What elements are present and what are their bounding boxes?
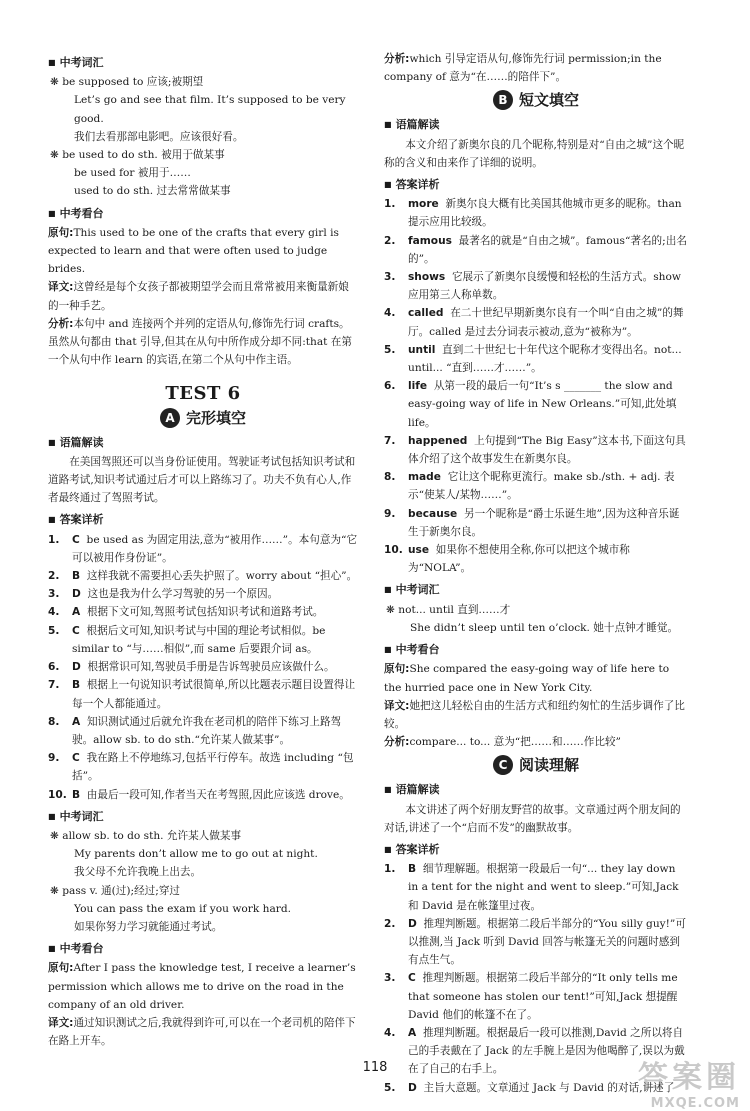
translation: 译文:她把这儿轻松自由的生活方式和纽约匆忙的生活步调作了比较。 bbox=[384, 699, 685, 730]
translation: 译文:通过知识测试之后,我就得到许可,可以在一个老司机的陪伴下在路上开车。 bbox=[48, 1016, 356, 1048]
answer-item: 7. happened 上句提到“The Big Easy”这本书,下面这句具体介绍了这个故事发生在新奥尔良。 bbox=[384, 434, 686, 466]
answer-item: 4. A 根据下文可知,驾照考试包括知识考试和道路考试。 bbox=[48, 606, 324, 619]
answer-item: 1. more 新奥尔良大概有比美国其他城市更多的昵称。than 提示应用比较级。 bbox=[384, 198, 682, 229]
reading-heading: ■ 语篇解读 bbox=[384, 783, 440, 797]
vocab-item: ❋ not... until 直到……才 bbox=[386, 603, 511, 616]
translation: 译文:这曾经是每个女孩子都被期望学会而且常常被用来衡量新娘的一种手艺。 bbox=[48, 281, 349, 312]
answer-item: 5. D 主旨大意题。文章通过 Jack 与 David 的对话,讲述了 bbox=[384, 1081, 675, 1094]
answer-item: 2. famous 最著名的就是“自由之城”。famous“著名的;出名的”。 bbox=[384, 234, 687, 265]
answers-heading: ■ 答案详析 bbox=[48, 513, 104, 527]
watermark bbox=[638, 1052, 740, 1111]
answer-item: 6. life 从第一段的最后一句“It’s s _______ the slow and easy-going way of life in New Orleans.”可知,此处填 life。 bbox=[384, 380, 677, 429]
vocab-heading: ■ 中考词汇 bbox=[48, 809, 104, 823]
vocab-item: ❋ pass v. 通(过);经过;穿过 bbox=[50, 884, 181, 897]
section-b-header bbox=[384, 90, 688, 110]
vocab-item: ❋ be supposed to 应该;被期望 bbox=[50, 76, 204, 89]
vocab-example: 我们去看那部电影吧。应该很好看。 bbox=[74, 130, 244, 143]
answer-item: 4. called 在二十世纪早期新奥尔良有一个叫“自由之城”的舞厅。called 是过去分词表示被动,意为“被称为”。 bbox=[384, 307, 684, 338]
left-column bbox=[48, 50, 358, 1050]
answer-list bbox=[384, 195, 688, 577]
section-c-header bbox=[384, 755, 688, 775]
answer-item: 9. because 另一个昵称是“爵士乐诞生地”,因为这种音乐诞生于新奥尔良。 bbox=[384, 507, 680, 538]
vocab-heading: ■ 中考词汇 bbox=[384, 583, 440, 597]
answer-item: 6. D 根据常识可知,驾驶员手册是告诉驾驶员应该做什么。 bbox=[48, 661, 335, 674]
page-number: 118 bbox=[362, 1060, 388, 1075]
focus-heading: ■ 中考看台 bbox=[48, 942, 104, 956]
answer-item: 2. B 这样我就不需要担心丢失护照了。worry about “担心”。 bbox=[48, 570, 358, 583]
section-title: 阅读理解 bbox=[518, 756, 579, 775]
analysis: 分析:本句中 and 连接两个并列的定语从句,修饰先行词 crafts。虽然从句都由 that 引导,但其在从句中所作成分却不同:that 在第一个从句中作 learn 的宾语,在第二个从句中作主语。 bbox=[48, 317, 352, 367]
answer-item: 3. D 这也是我为什么学习驾驶的另一个原因。 bbox=[48, 588, 279, 601]
original-sentence: 原句:She compared the easy-going way of life here to the hurried pace one in New York City. bbox=[384, 663, 670, 694]
answer-item: 10. B 由最后一段可知,作者当天在考驾照,因此应该选 drove。 bbox=[48, 788, 350, 801]
vocab-example: 我父母不允许我晚上出去。 bbox=[74, 866, 202, 879]
answer-item: 4. A 推理判断题。根据最后一段可以推测,David 之所以将自己的手表戴在了 Jack 的左手腕上是因为他喝醉了,误以为戴在了自己的右手上。 bbox=[384, 1026, 685, 1076]
answer-item: 7. B 根据上一句说知识考试很简单,所以比题表示题目设置得让每一个人都能通过。 bbox=[48, 679, 356, 710]
watermark-logo: 答案圈 bbox=[638, 1060, 740, 1095]
right-column bbox=[384, 50, 688, 1097]
section-badge: C bbox=[493, 755, 513, 775]
vocab-example: Let’s go and see that film. It’s supposed to be very good. bbox=[74, 94, 346, 125]
original-sentence: 原句:After I pass the knowledge test, I receive a learner’s permission which allows me to drive on the road in the company of an old driver. bbox=[48, 962, 356, 1011]
answer-item: 10. use 如果你不想使用全称,你可以把这个城市称为“NOLA”。 bbox=[384, 544, 630, 575]
reading-heading: ■ 语篇解读 bbox=[48, 435, 104, 449]
vocab-example: used to do sth. 过去常常做某事 bbox=[74, 185, 231, 198]
answer-item: 8. A 知识测试通过后就允许我在老司机的陪伴下练习上路驾驶。allow sb. to do sth.“允许某人做某事”。 bbox=[48, 715, 342, 746]
answer-item: 2. D 推理判断题。根据第二段后半部分的“You silly guy!”可以推测,当 Jack 听到 David 回答与帐篷无关的问题时感到有点生气。 bbox=[384, 917, 686, 967]
reading-summary: 在美国驾照还可以当身份证使用。驾驶证考试包括知识考试和道路考试,知识考试通过后才可以上路练习了。功夫不负有心人,作者最终通过了驾照考试。 bbox=[48, 455, 356, 505]
answer-item: 5. until 直到二十世纪七十年代这个昵称才变得出名。not... until... “直到……才……”。 bbox=[384, 343, 682, 375]
vocab-example: You can pass the exam if you work hard. bbox=[74, 902, 291, 915]
answer-item: 9. C 我在路上不停地练习,包括平行停车。故选 including “包括”。 bbox=[48, 752, 354, 783]
vocab-example: 如果你努力学习就能通过考试。 bbox=[74, 920, 223, 933]
original-sentence: 原句:This used to be one of the crafts that every girl is expected to learn and that were often used to judge brides. bbox=[48, 226, 339, 276]
section-badge: A bbox=[160, 408, 180, 428]
vocab-example: My parents don’t allow me to go out at night. bbox=[74, 848, 318, 861]
answer-item: 1. B 细节理解题。根据第一段最后一句“... they lay down in a tent for the night and went to sleep.”可知,Jack 和 David 是在帐篷里过夜。 bbox=[384, 863, 679, 912]
vocab-item: ❋ be used to do sth. 被用于做某事 bbox=[50, 149, 225, 162]
answer-item: 5. C 根据后文可知,知识考试与中国的理论考试相似。be similar to “与……相似”,而 same 后要跟介词 as。 bbox=[48, 624, 326, 655]
answer-item: 1. C be used as 为固定用法,意为“被用作……”。本句意为“它可以被用作身份证”。 bbox=[48, 533, 358, 564]
section-a-header bbox=[48, 408, 358, 428]
section-title: 短文填空 bbox=[518, 91, 579, 110]
reading-heading: ■ 语篇解读 bbox=[384, 118, 440, 132]
answer-item: 8. made 它让这个昵称更流行。make sb./sth. + adj. 表示“使某人/某物……”。 bbox=[384, 471, 675, 502]
answer-item: 3. shows 它展示了新奥尔良缓慢和轻松的生活方式。show 应用第三人称单数。 bbox=[384, 271, 681, 302]
section-title: 完形填空 bbox=[185, 408, 246, 427]
reading-summary: 本文介绍了新奥尔良的几个昵称,特别是对“自由之城”这个昵称的含义和由来作了详细的说明。 bbox=[384, 138, 685, 169]
answer-list bbox=[48, 531, 358, 804]
vocab-example: She didn’t sleep until ten o’clock. 她十点钟才睡觉。 bbox=[410, 621, 679, 634]
answer-item: 3. C 推理判断题。根据第二段后半部分的“It only tells me that someone has stolen our tent!”可知,Jack 想提醒 David 他们的帐篷不在了。 bbox=[384, 972, 678, 1021]
reading-summary: 本文讲述了两个好朋友野营的故事。文章通过两个朋友间的对话,讲述了一个“启而不发”的幽默故事。 bbox=[384, 803, 681, 834]
focus-heading: ■ 中考看台 bbox=[48, 206, 104, 220]
vocab-example: be used for 被用于…… bbox=[74, 167, 191, 180]
focus-heading: ■ 中考看台 bbox=[384, 643, 440, 657]
test-title: TEST 6 bbox=[165, 383, 241, 405]
section-badge: B bbox=[493, 90, 513, 110]
analysis: 分析:compare... to... 意为“把……和……作比较” bbox=[384, 736, 621, 749]
watermark-url: MXQE.COM bbox=[650, 1096, 740, 1111]
answers-heading: ■ 答案详析 bbox=[384, 842, 440, 856]
analysis: 分析:which 引导定语从句,修饰先行词 permission;in the company of 意为“在……的陪伴下”。 bbox=[384, 53, 662, 84]
answers-heading: ■ 答案详析 bbox=[384, 178, 440, 192]
vocab-heading: ■ 中考词汇 bbox=[48, 56, 104, 69]
vocab-item: ❋ allow sb. to do sth. 允许某人做某事 bbox=[50, 829, 242, 842]
